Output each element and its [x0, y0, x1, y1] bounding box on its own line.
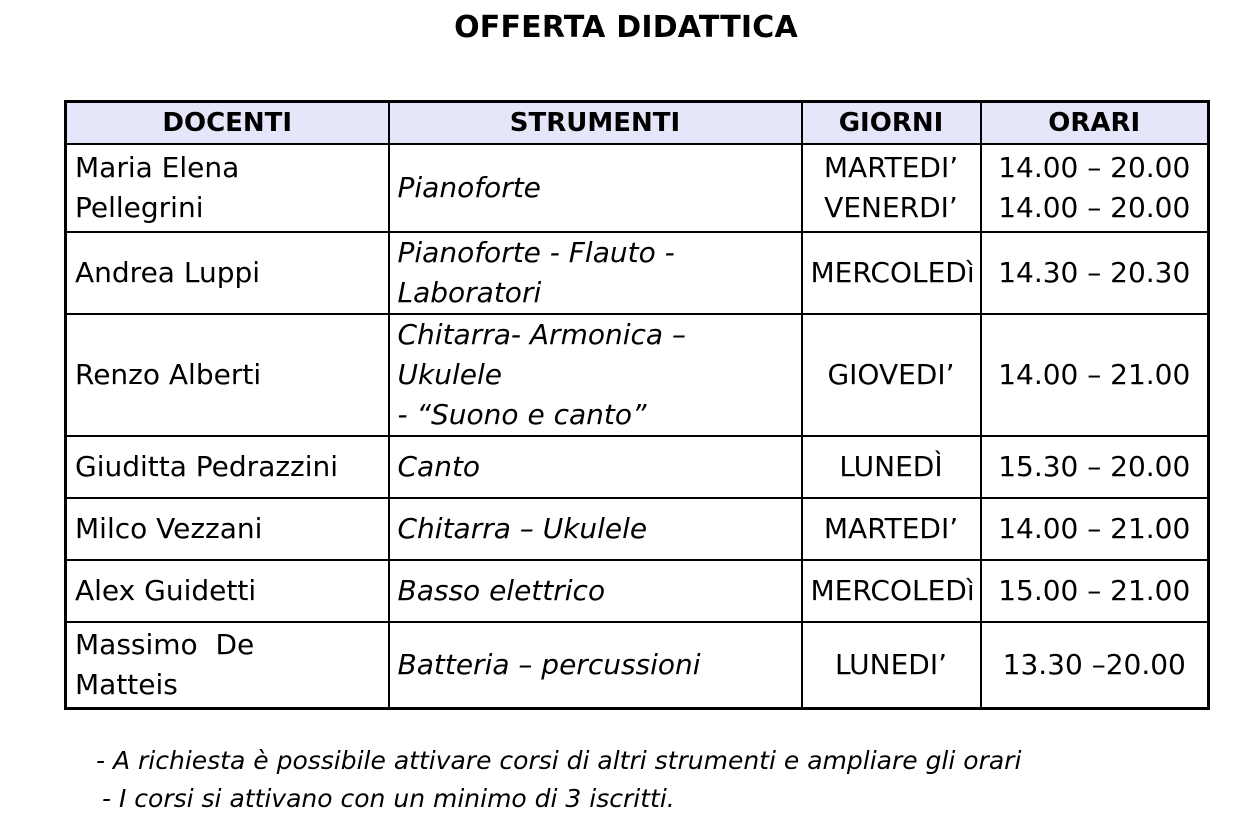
day-line: LUNEDÌ	[839, 450, 943, 483]
hours-line: 15.30 – 20.00	[998, 450, 1191, 483]
teacher-cell	[66, 560, 389, 622]
notes	[96, 742, 1021, 818]
day-line: VENERDI’	[824, 191, 958, 224]
days-cell	[802, 498, 981, 560]
page-title: OFFERTA DIDATTICA	[454, 10, 798, 45]
teacher-name-line: Milco Vezzani	[75, 512, 263, 545]
hours-cell	[981, 436, 1209, 498]
teacher-name-line: Alex Guidetti	[75, 574, 257, 607]
table-row	[66, 622, 1209, 709]
table-row	[66, 232, 1209, 314]
teacher-cell	[66, 144, 389, 232]
instrument-line: Batteria – percussioni	[397, 648, 701, 681]
day-line: LUNEDI’	[834, 648, 948, 681]
hours-line: 14.00 – 20.00	[998, 151, 1191, 184]
note-line: - A richiesta è possibile attivare corsi di altri strumenti e ampliare gli orari	[96, 746, 1022, 775]
teacher-cell	[66, 232, 389, 314]
instrument-cell	[389, 560, 802, 622]
days-cell	[802, 144, 981, 232]
day-line: MARTEDI’	[823, 151, 959, 184]
hours-cell	[981, 232, 1209, 314]
hours-cell	[981, 144, 1209, 232]
hours-cell	[981, 498, 1209, 560]
instrument-cell	[389, 232, 802, 314]
header-strumenti: STRUMENTI	[389, 102, 802, 145]
teacher-cell	[66, 436, 389, 498]
teacher-name-line: Maria Elena	[75, 151, 240, 184]
days-cell	[802, 436, 981, 498]
day-line: MARTEDI’	[823, 512, 959, 545]
teacher-name-line: Massimo De	[75, 628, 255, 661]
table-row	[66, 144, 1209, 232]
teacher-name-line: Giuditta Pedrazzini	[75, 450, 339, 483]
table-row	[66, 498, 1209, 560]
hours-cell	[981, 314, 1209, 436]
instrument-cell	[389, 498, 802, 560]
instrument-line: Canto	[397, 450, 481, 483]
instrument-cell	[389, 314, 802, 436]
table-row	[66, 314, 1209, 436]
hours-line: 15.00 – 21.00	[998, 574, 1191, 607]
instrument-cell	[389, 436, 802, 498]
instrument-line: Chitarra- Armonica – Ukulele	[397, 318, 686, 391]
teacher-cell	[66, 498, 389, 560]
days-cell	[802, 560, 981, 622]
hours-cell	[981, 560, 1209, 622]
instrument-line: Chitarra – Ukulele	[397, 512, 648, 545]
hours-line: 14.00 – 20.00	[998, 191, 1191, 224]
header-docenti: DOCENTI	[66, 102, 389, 145]
teacher-name-line: Pellegrini	[75, 191, 204, 224]
hours-line: 14.30 – 20.30	[998, 256, 1191, 289]
teacher-name-line: Renzo Alberti	[75, 358, 262, 391]
schedule-table	[64, 100, 1210, 710]
days-cell	[802, 232, 981, 314]
header-orari: ORARI	[981, 102, 1209, 145]
instrument-line: Laboratori	[397, 276, 542, 309]
instrument-cell	[389, 144, 802, 232]
table-header-row	[66, 102, 1209, 145]
instrument-line: - “Suono e canto”	[397, 398, 647, 431]
days-cell	[802, 314, 981, 436]
table-row	[66, 560, 1209, 622]
header-giorni: GIORNI	[802, 102, 981, 145]
days-cell	[802, 622, 981, 709]
teacher-name-line: Andrea Luppi	[75, 256, 261, 289]
hours-line: 14.00 – 21.00	[998, 358, 1191, 391]
teacher-cell	[66, 314, 389, 436]
table-row	[66, 436, 1209, 498]
day-line: MERCOLEDì	[810, 256, 975, 289]
instrument-line: Pianoforte - Flauto -	[397, 236, 675, 269]
instrument-line: Basso elettrico	[397, 574, 606, 607]
hours-cell	[981, 622, 1209, 709]
day-line: GIOVEDI’	[827, 358, 955, 391]
teacher-name-line: Matteis	[75, 668, 178, 701]
instrument-cell	[389, 622, 802, 709]
hours-line: 14.00 – 21.00	[998, 512, 1191, 545]
hours-line: 13.30 –20.00	[1002, 648, 1186, 681]
instrument-line: Pianoforte	[397, 171, 541, 204]
note-line: - I corsi si attivano con un minimo di 3 iscritti.	[102, 784, 675, 813]
day-line: MERCOLEDì	[810, 574, 975, 607]
teacher-cell	[66, 622, 389, 709]
